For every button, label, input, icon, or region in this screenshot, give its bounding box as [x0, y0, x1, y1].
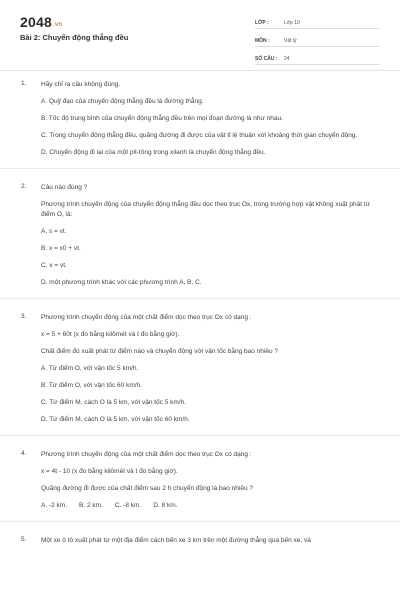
question-body: x = 4t - 10 (x đo bằng kilômét và t đo bằng giờ).: [41, 468, 178, 475]
logo-suffix: .vn: [52, 22, 63, 28]
answer-option: D. 8 km.: [153, 502, 178, 509]
question-separator: [0, 168, 400, 169]
question-prompt: Hãy chỉ ra câu không đúng.: [41, 81, 121, 88]
site-logo[interactable]: [20, 14, 62, 30]
question-body: x = 5 + 60t (x đo bằng kilômét và t đo bằng giờ).: [41, 331, 180, 338]
question-prompt: Phương trình chuyển động của một chất điểm dọc theo trục Ox có dạng :: [41, 314, 252, 321]
meta-label: LỚP :: [255, 20, 269, 26]
answer-option: B. 2 km.: [79, 502, 103, 509]
answer-option: A. Từ điểm O, với vận tốc 5 km/h.: [41, 365, 139, 372]
answer-option: C. Từ điểm M, cách O là 5 km, với vận tốc 5 km/h.: [41, 399, 187, 406]
answer-option: C. Trong chuyển động thẳng đều, quãng đường đi được của vật tỉ lệ thuận với khoảng thời gian chuyển động.: [41, 132, 358, 139]
meta-value: Vật lý: [284, 38, 297, 44]
question-number: 2.: [21, 183, 27, 190]
answer-option: C. x = vt.: [41, 262, 67, 269]
question-list: [0, 80, 400, 600]
question-5: [0, 536, 400, 546]
meta-label: SỐ CÂU :: [255, 56, 278, 62]
question-body: Quãng đường đi được của chất điểm sau 2 h chuyển động là bao nhiêu ?: [41, 485, 254, 492]
answer-option: B. Từ điểm O, với vận tốc 60 km/h.: [41, 382, 142, 389]
question-body: Chất điểm đó xuất phát từ điểm nào và chuyển động với vận tốc bằng bao nhiêu ?: [41, 348, 278, 355]
question-prompt: Một xe ô tô xuất phát từ một địa điểm cách bến xe 3 km trên một đường thẳng qua bến xe, và: [41, 537, 311, 544]
question-prompt: Câu nào đúng ?: [41, 184, 88, 191]
logo-text: 2048: [20, 14, 52, 30]
question-number: 3.: [21, 313, 27, 320]
answer-option: C. -8 km.: [114, 502, 142, 509]
question-number: 5.: [21, 536, 27, 543]
question-separator: [0, 435, 400, 436]
answer-option: A. -2 km.: [41, 502, 68, 509]
answer-options-row: [41, 501, 378, 511]
question-separator: [0, 298, 400, 299]
meta-row-subject: [255, 32, 380, 47]
meta-value: 24: [284, 56, 290, 62]
question-separator: [0, 521, 400, 522]
lesson-title: Bài 2: Chuyển động thẳng đều: [20, 33, 129, 42]
answer-option: A. Quỹ đạo của chuyển động thẳng đều là đường thẳng.: [41, 98, 204, 105]
question-number: 1.: [21, 80, 27, 87]
question-4: [0, 450, 400, 511]
header-divider: [0, 70, 400, 71]
meta-label: MÔN :: [255, 38, 270, 44]
question-2: [0, 183, 400, 288]
answer-option: A. s = vt.: [41, 228, 67, 235]
answer-option: D. một phương trình khác với các phương trình A, B, C.: [41, 279, 202, 286]
answer-option: D. Chuyển động đi lại của một pit-tông trong xilanh là chuyển động thẳng đều.: [41, 149, 266, 156]
question-prompt: Phương trình chuyển động của một chất điểm dọc theo trục Ox có dạng :: [41, 451, 252, 458]
answer-option: B. x = x0 + vt.: [41, 245, 81, 252]
question-1: [0, 80, 400, 158]
answer-option: D. Từ điểm M, cách O là 5 km, với vận tốc 60 km/h.: [41, 416, 190, 423]
question-3: [0, 313, 400, 425]
question-number: 4.: [21, 450, 27, 457]
header: [0, 0, 400, 70]
question-body: Phương trình chuyển động của chuyển động thẳng đều dọc theo trục Ox, trong trường hợp vật không xuất phát từ điểm O, là:: [41, 201, 371, 218]
meta-row-question-count: [255, 50, 380, 65]
worksheet-meta: [255, 14, 380, 68]
answer-option: B. Tốc độ trung bình của chuyển động thẳng đều trên mọi đoạn đường là như nhau.: [41, 115, 283, 122]
meta-row-class: [255, 14, 380, 29]
meta-value: Lớp 10: [284, 20, 300, 26]
